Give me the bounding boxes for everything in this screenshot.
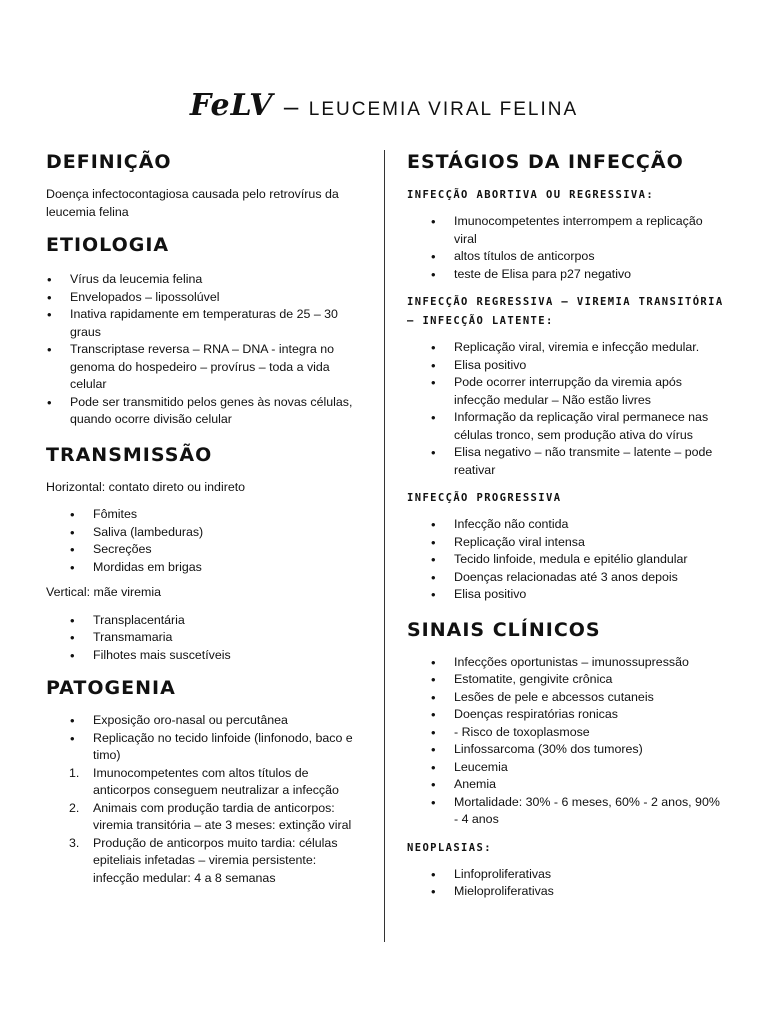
heading-sinais: SINAIS CLÍNICOS: [407, 618, 601, 641]
section-patogenia: [46, 674, 364, 887]
heading-transmissao: TRANSMISSÃO: [46, 443, 213, 466]
list-item: • Transplacentária: [46, 612, 364, 630]
list-item: • Elisa positivo: [407, 357, 727, 375]
numbered-item: [69, 835, 364, 888]
list-item: • Elisa negativo – não transmite – latente – pode reativar: [407, 444, 727, 479]
left-column: [46, 148, 364, 887]
progressiva-list: [407, 516, 727, 604]
list-item: • Tecido linfoide, medula e epitélio glandular: [407, 551, 727, 569]
list-item: • altos títulos de anticorpos: [407, 248, 727, 266]
list-item: • Secreções: [46, 541, 364, 559]
subheading-regressiva: INFECÇÃO REGRESSIVA – VIREMIA TRANSITÓRIA – INFECÇÃO LATENTE:: [407, 296, 724, 327]
sinais-list: [407, 654, 727, 829]
horizontal-list: [46, 506, 364, 576]
list-item: • Mieloproliferativas: [407, 883, 727, 901]
transmissao-horizontal: Horizontal: contato direto ou indireto: [46, 479, 246, 494]
patogenia-numbered-list: [69, 765, 364, 888]
item-number: 3.: [69, 835, 80, 850]
subheading-progressiva: INFECÇÃO PROGRESSIVA: [407, 492, 562, 504]
heading-patogenia: PATOGENIA: [46, 677, 176, 699]
list-item: • Pode ocorrer interrupção da viremia após infecção medular – Não estão livres: [407, 374, 727, 409]
column-divider: [384, 150, 385, 942]
list-item: • Doenças relacionadas até 3 anos depois: [407, 569, 727, 587]
list-item: • Doenças respiratórias ronicas: [407, 706, 727, 724]
section-estagios: [407, 148, 727, 604]
list-item: • Pode ser transmitido pelos genes às novas células, quando ocorre divisão celular: [46, 394, 364, 429]
list-item: • - Risco de toxoplasmose: [407, 724, 727, 742]
title-main: FeLV: [189, 88, 274, 123]
numbered-item: [69, 800, 364, 835]
section-sinais: [407, 616, 727, 901]
list-item: • Leucemia: [407, 759, 727, 777]
section-transmissao: [46, 441, 364, 665]
list-item: • Anemia: [407, 776, 727, 794]
abortiva-list: [407, 213, 727, 283]
list-item: • Replicação no tecido linfoide (linfonodo, baco e timo): [46, 730, 364, 765]
list-item: • Transmamaria: [46, 629, 364, 647]
list-item: • Informação da replicação viral permanece nas células tronco, sem produção ativa do vírus: [407, 409, 727, 444]
list-item: • Filhotes mais suscetíveis: [46, 647, 364, 665]
list-item: • Replicação viral intensa: [407, 534, 727, 552]
heading-etiologia: ETIOLOGIA: [46, 234, 170, 256]
vertical-list: [46, 612, 364, 665]
list-item: • Infecção não contida: [407, 516, 727, 534]
subheading-neoplasias: NEOPLASIAS:: [407, 841, 492, 854]
transmissao-vertical: Vertical: mãe viremia: [46, 585, 161, 599]
list-item: • Fômites: [46, 506, 364, 524]
item-text: Animais com produção tardia de anticorpos: viremia transitória – ate 3 meses: extinção viral: [93, 800, 352, 832]
list-item: • Linfoproliferativas: [407, 866, 727, 884]
neoplasias-list: [407, 866, 727, 901]
title-subtitle: LEUCEMIA VIRAL FELINA: [308, 99, 579, 120]
numbered-item: [69, 765, 364, 800]
section-etiologia: [46, 231, 364, 429]
list-item: • Transcriptase reversa – RNA – DNA - integra no genoma do hospedeiro – provírus – toda a vida celular: [46, 341, 364, 394]
item-number: 2.: [69, 800, 80, 815]
definicao-text: Doença infectocontagiosa causada pelo retrovírus da leucemia felina: [46, 187, 339, 219]
list-item: • Infecções oportunistas – imunossupressão: [407, 654, 727, 672]
item-text: Imunocompetentes com altos títulos de anticorpos conseguem neutralizar a infecção: [93, 765, 339, 797]
list-item: • Inativa rapidamente em temperaturas de 25 – 30 graus: [46, 306, 364, 341]
list-item: • Estomatite, gengivite crônica: [407, 671, 727, 689]
page-title: [0, 88, 768, 123]
list-item: • Replicação viral, viremia e infecção medular.: [407, 339, 727, 357]
section-definicao: [46, 148, 364, 221]
list-item: • Envelopados – lipossolúvel: [46, 289, 364, 307]
list-item: • Imunocompetentes interrompem a replicação viral: [407, 213, 727, 248]
list-item: • Lesões de pele e abcessos cutaneis: [407, 689, 727, 707]
heading-definicao: DEFINIÇÃO: [46, 151, 172, 173]
list-item: • Exposição oro-nasal ou percutânea: [46, 712, 364, 730]
right-column: [407, 148, 727, 901]
item-text: Produção de anticorpos muito tardia: células epiteliais infetadas – viremia persistente: infecção medular: 4 a 8 semanas: [93, 835, 338, 885]
item-number: 1.: [69, 765, 80, 780]
list-item: • Mortalidade: 30% - 6 meses, 60% - 2 anos, 90% - 4 anos: [407, 794, 727, 829]
list-item: • teste de Elisa para p27 negativo: [407, 266, 727, 284]
subheading-abortiva: INFECÇÃO ABORTIVA OU REGRESSIVA:: [407, 189, 655, 201]
title-dash: –: [283, 91, 299, 121]
list-item: • Vírus da leucemia felina: [46, 271, 364, 289]
patogenia-list: [46, 712, 364, 765]
etiologia-list: [46, 271, 364, 429]
list-item: • Mordidas em brigas: [46, 559, 364, 577]
list-item: • Linfossarcoma (30% dos tumores): [407, 741, 727, 759]
list-item: • Saliva (lambeduras): [46, 524, 364, 542]
list-item: • Elisa positivo: [407, 586, 727, 604]
regressiva-list: [407, 339, 727, 479]
heading-estagios: ESTÁGIOS DA INFECÇÃO: [407, 151, 684, 173]
